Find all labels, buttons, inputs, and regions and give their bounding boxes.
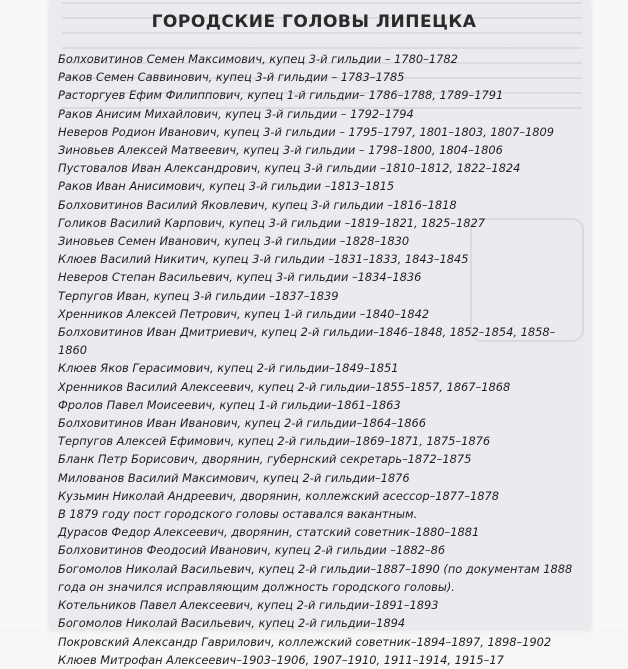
list-item: Неверов Родион Иванович, купец 3-й гильдии – 1795–1797, 1801–1803, 1807–1809 bbox=[58, 124, 555, 139]
list-item: Голиков Василий Карпович, купец 3-й гильдии –1819–1821, 1825–1827 bbox=[58, 215, 485, 230]
list-item: Раков Анисим Михайлович, купец 3-й гильдии – 1792–1794 bbox=[58, 106, 414, 121]
list-item: Кузьмин Николай Андреевич, дворянин, коллежский асессор–1877–1878 bbox=[58, 488, 499, 503]
list-item: Зиновьев Алексей Матвеевич, купец 3-й гильдии – 1798–1800, 1804–1806 bbox=[58, 143, 503, 158]
list-item: Пустовалов Иван Александрович, купец 3-й гильдии –1810–1812, 1822–1824 bbox=[58, 161, 521, 176]
list-item: Клюев Митрофан Алексеевич–1903–1906, 1907–1910, 1911–1914, 1915–17 bbox=[58, 652, 504, 667]
list-item: Болховитинов Иван Иванович, купец 2-й гильдии–1864–1866 bbox=[58, 416, 426, 431]
list-item: Бланк Петр Борисович, дворянин, губернский секретарь–1872–1875 bbox=[58, 452, 472, 467]
list-item: В 1879 году пост городского головы оставался вакантным. bbox=[58, 507, 418, 522]
list-item: Покровский Александр Гаврилович, коллежский советник–1894–1897, 1898–1902 bbox=[58, 634, 552, 649]
list-item: Котельников Павел Алексеевич, купец 2-й гильдии–1891–1893 bbox=[58, 598, 439, 613]
list-item: Болховитинов Василий Яковлевич, купец 3-й гильдии –1816–1818 bbox=[58, 197, 457, 212]
list-item: Богомолов Николай Васильевич, купец 2-й гильдии–1894 bbox=[58, 616, 406, 631]
list-item: Терпугов Алексей Ефимович, купец 2-й гильдии–1869–1871, 1875–1876 bbox=[58, 434, 491, 449]
list-item: Раков Иван Анисимович, купец 3-й гильдии –1813–1815 bbox=[58, 179, 395, 194]
list-item: Дурасов Федор Алексеевич, дворянин, статский советник–1880–1881 bbox=[58, 525, 480, 540]
list-item: Фролов Павел Моисеевич, купец 1-й гильдии–1861–1863 bbox=[58, 397, 401, 412]
list-item: Болховитинов Иван Дмитриевич, купец 2-й гильдии–1846–1848, 1852–1854, 1858–1860 bbox=[58, 325, 556, 358]
list-item: Хренников Василий Алексеевич, купец 2-й гильдии–1855–1857, 1867–1868 bbox=[58, 379, 511, 394]
list-item: Раков Семен Саввинович, купец 3-й гильдии – 1783–1785 bbox=[58, 70, 405, 85]
list-item: Расторгуев Ефим Филиппович, купец 1-й гильдии– 1786–1788, 1789–1791 bbox=[58, 88, 504, 103]
mayors-list bbox=[58, 50, 578, 669]
list-item: Неверов Степан Васильевич, купец 3-й гильдии –1834–1836 bbox=[58, 270, 422, 285]
list-item: Болховитинов Феодосий Иванович, купец 2-й гильдии –1882–86 bbox=[58, 543, 446, 558]
list-item: Хренников Алексей Петрович, купец 1-й гильдии –1840–1842 bbox=[58, 306, 430, 321]
list-item: Богомолов Николай Васильевич, купец 2-й гильдии–1887–1890 (по документам 1888 года он значился исправляющим должность городского головы). bbox=[58, 561, 573, 594]
list-item: Клюев Яков Герасимович, купец 2-й гильдии–1849–1851 bbox=[58, 361, 399, 376]
page-title: ГОРОДСКИЕ ГОЛОВЫ ЛИПЕЦКА bbox=[151, 12, 477, 32]
list-item: Клюев Василий Никитич, купец 3-й гильдии –1831–1833, 1843–1845 bbox=[58, 252, 469, 267]
list-item: Болховитинов Семен Максимович, купец 3-й гильдии – 1780–1782 bbox=[58, 52, 458, 66]
list-item: Терпугов Иван, купец 3-й гильдии –1837–1839 bbox=[58, 288, 339, 303]
list-item: Зиновьев Семен Иванович, купец 3-й гильдии –1828–1830 bbox=[58, 234, 410, 249]
list-item: Милованов Василий Максимович, купец 2-й гильдии–1876 bbox=[58, 470, 410, 485]
